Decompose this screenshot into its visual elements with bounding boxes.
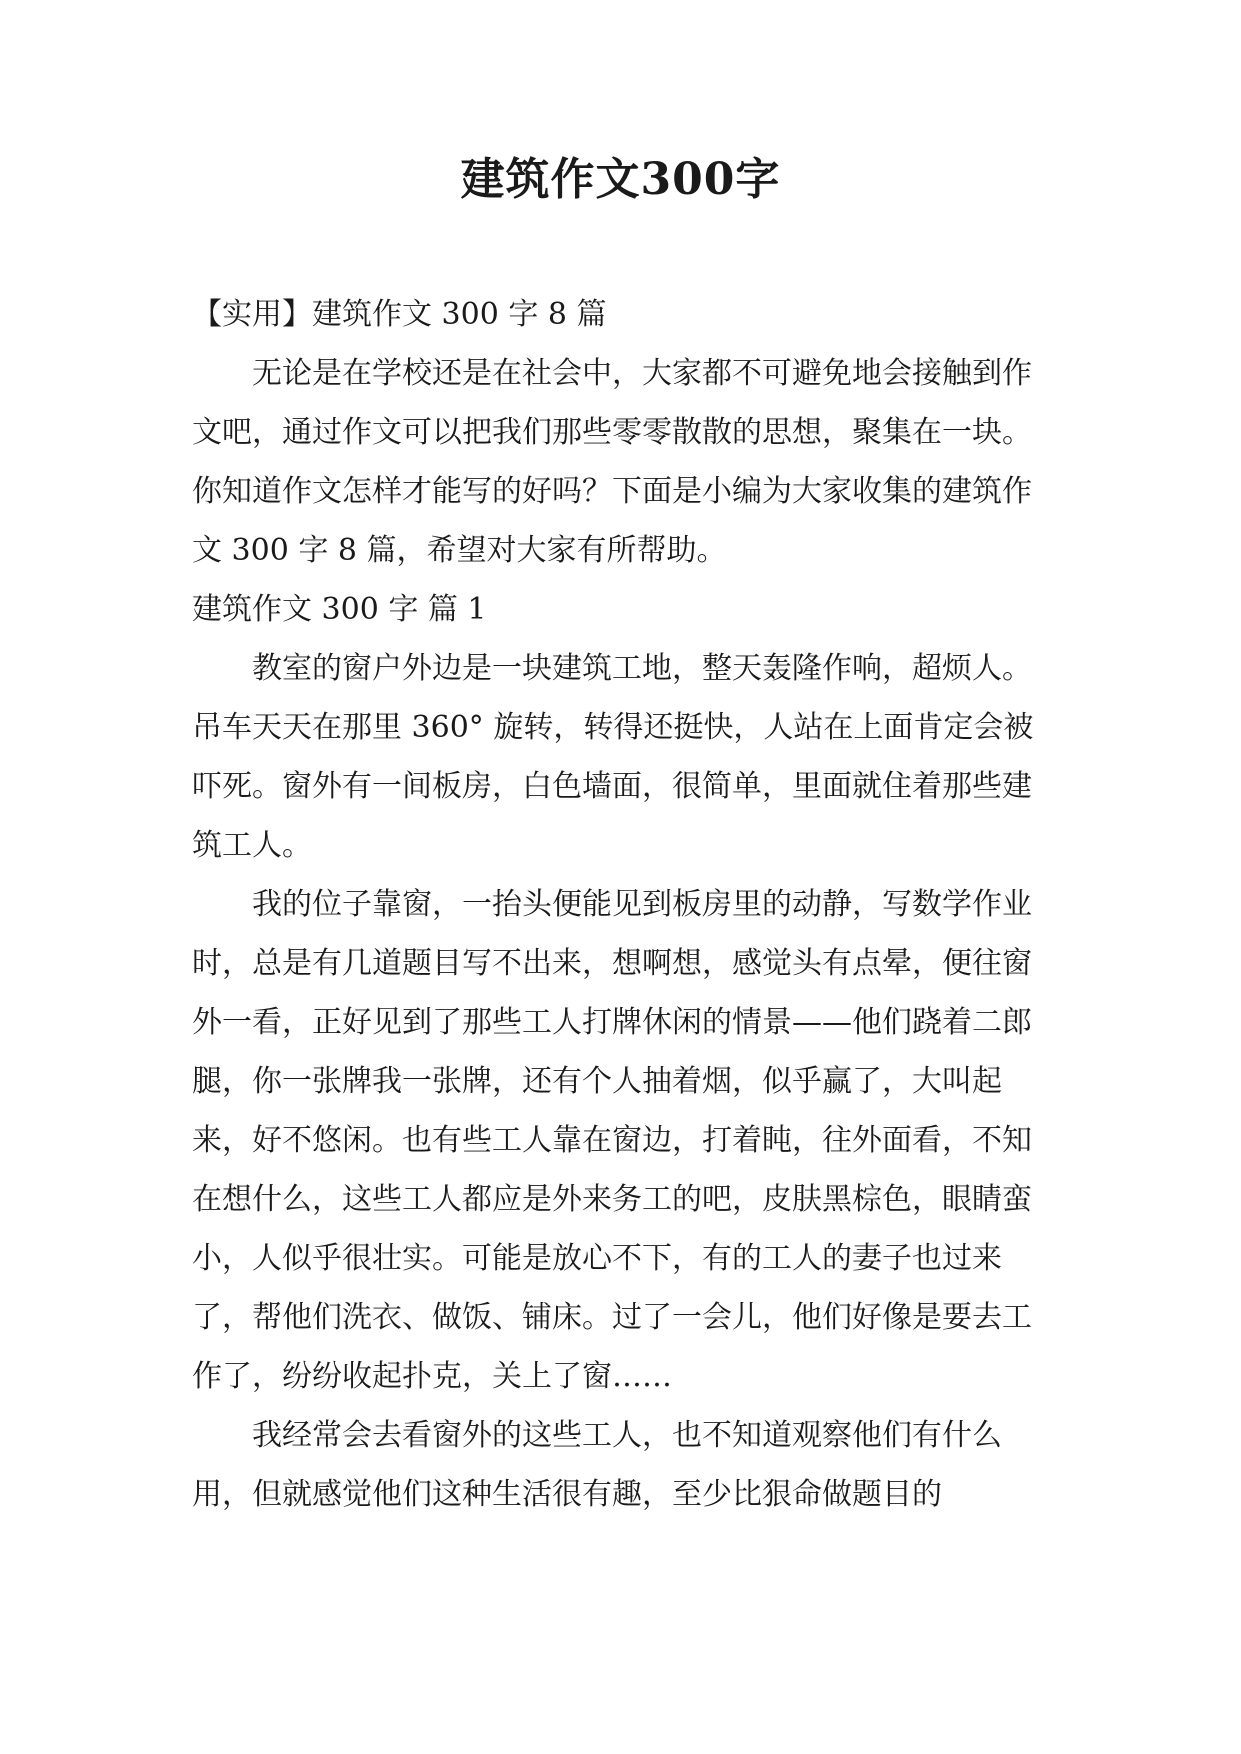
section-heading: 建筑作文 300 字 篇 1 [192,592,487,627]
body-paragraph-1: 教室的窗户外边是一块建筑工地，整天轰隆作响，超烦人。吊车天天在那里 360° 旋转，转得还挺快，人站在上面肯定会被吓死。窗外有一间板房，白色墙面，很简单，里面就住着那些建筑工人。 [192,651,1034,863]
body-paragraph-3: 我经常会去看窗外的这些工人，也不知道观察他们有什么用，但就感觉他们这种生活很有趣，至少比狠命做题目的 [192,1418,1002,1512]
document-subtitle: 【实用】建筑作文 300 字 8 篇 [192,297,607,332]
intro-paragraph: 无论是在学校还是在社会中，大家都不可避免地会接触到作文吧，通过作文可以把我们那些零零散散的思想，聚集在一块。你知道作文怎样才能写的好吗？下面是小编为大家收集的建筑作文 300 字 8 篇，希望对大家有所帮助。 [192,356,1032,568]
document-title: 建筑作文300字 [460,154,781,205]
document-body [192,285,1054,1524]
body-paragraph-2: 我的位子靠窗，一抬头便能见到板房里的动静，写数学作业时，总是有几道题目写不出来，想啊想，感觉头有点晕，便往窗外一看，正好见到了那些工人打牌休闲的情景——他们跷着二郎腿，你一张牌我一张牌，还有个人抽着烟，似乎赢了，大叫起来，好不悠闲。也有些工人靠在窗边，打着盹，往外面看，不知在想什么，这些工人都应是外来务工的吧，皮肤黑棕色，眼睛蛮小，人似乎很壮实。可能是放心不下，有的工人的妻子也过来了，帮他们洗衣、做饭、铺床。过了一会儿，他们好像是要去工作了，纷纷收起扑克，关上了窗…… [192,887,1032,1394]
